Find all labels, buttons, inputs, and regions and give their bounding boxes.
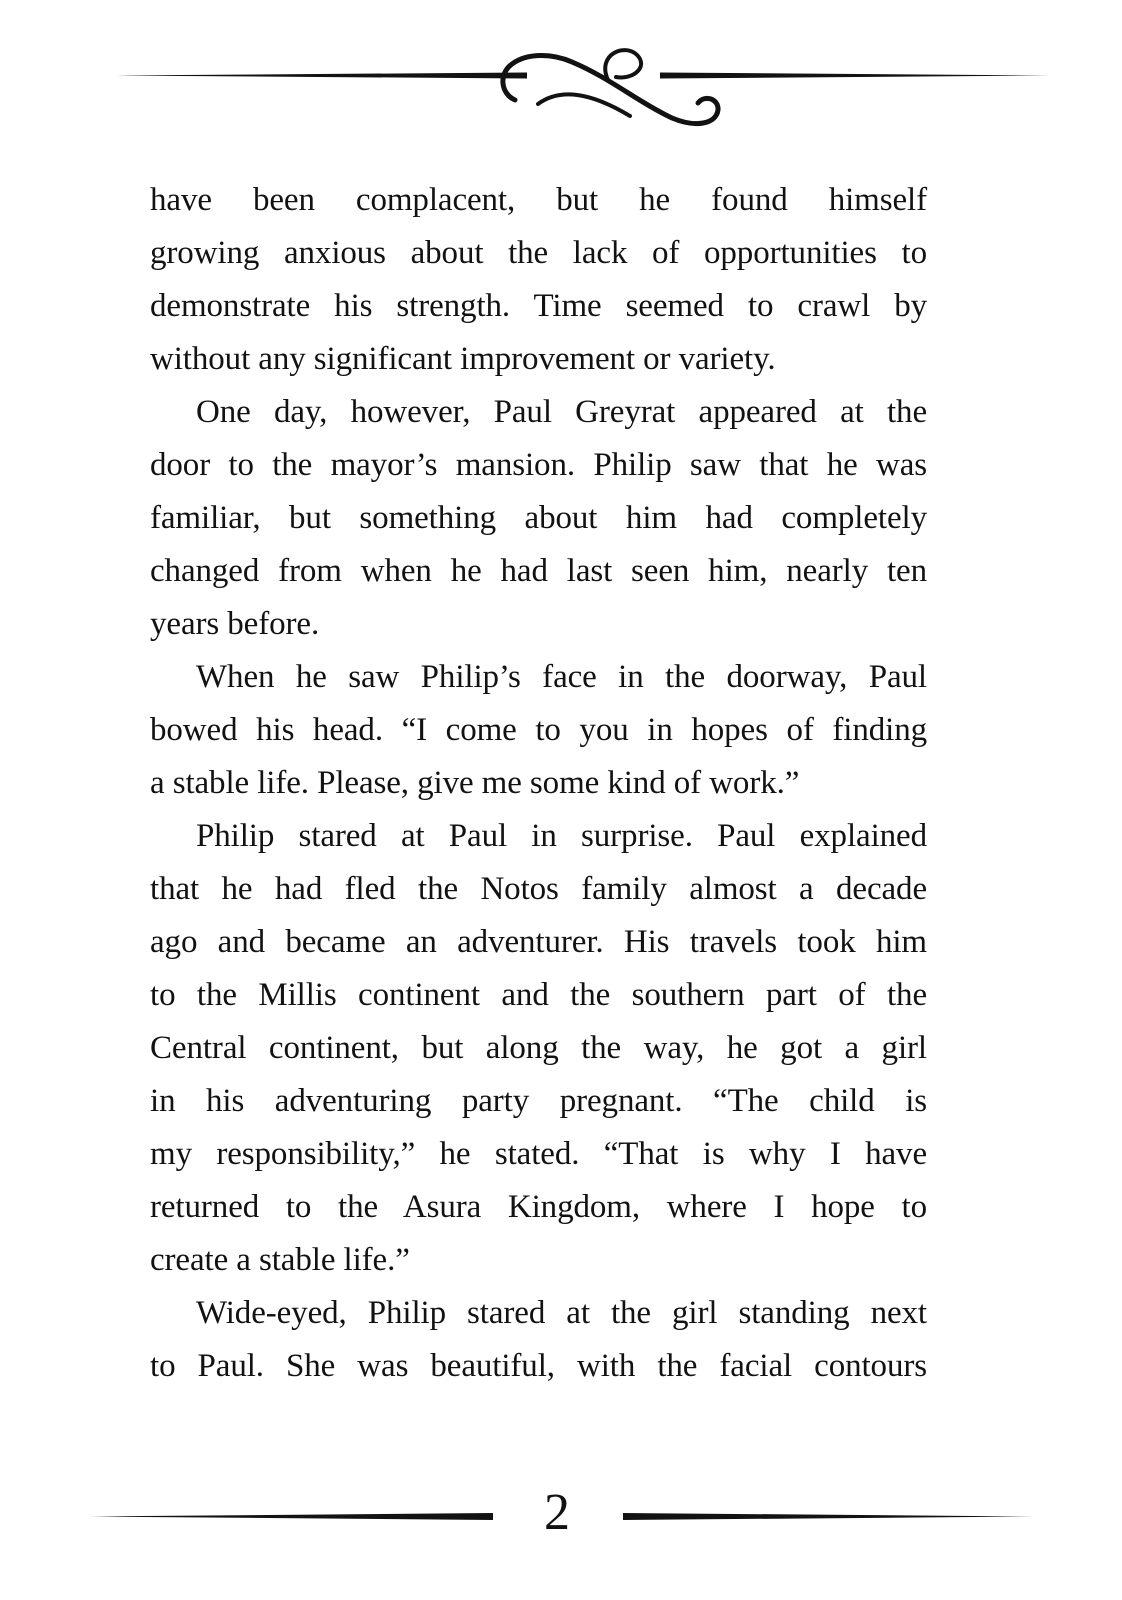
text-line: have been complacent, but he found himself bbox=[150, 182, 927, 218]
paragraph bbox=[150, 174, 927, 386]
text-line: Central continent, but along the way, he got a girl bbox=[150, 1030, 927, 1066]
text-line: bowed his head. “I come to you in hopes of finding bbox=[150, 712, 927, 748]
text-line: that he had fled the Notos family almost a decade bbox=[150, 871, 927, 907]
text-column bbox=[150, 174, 927, 1393]
divider-rule-right bbox=[660, 73, 1050, 79]
text-line: returned to the Asura Kingdom, where I hope to bbox=[150, 1189, 927, 1225]
text-line: door to the mayor’s mansion. Philip saw that he was bbox=[150, 447, 927, 483]
header-divider bbox=[110, 40, 1060, 150]
text-line: a stable life. Please, give me some kind of work.” bbox=[150, 765, 800, 801]
text-line: without any significant improvement or variety. bbox=[150, 341, 776, 377]
paragraph bbox=[150, 810, 927, 1287]
text-line: Wide-eyed, Philip stared at the girl standing next bbox=[196, 1295, 927, 1331]
text-line: When he saw Philip’s face in the doorway, Paul bbox=[196, 659, 927, 695]
text-line: growing anxious about the lack of opportunities to bbox=[150, 235, 927, 271]
text-line: Philip stared at Paul in surprise. Paul explained bbox=[196, 818, 927, 854]
text-line: familiar, but something about him had completely bbox=[150, 500, 927, 536]
text-line: to the Millis continent and the southern part of the bbox=[150, 977, 927, 1013]
swirl-flourish-icon bbox=[503, 50, 718, 123]
text-line: ago and became an adventurer. His travels took him bbox=[150, 924, 927, 960]
paragraph bbox=[150, 1287, 927, 1393]
text-line: years before. bbox=[150, 606, 320, 642]
footer-rule-left bbox=[80, 1500, 500, 1532]
divider-rule-left bbox=[117, 73, 527, 79]
text-line: One day, however, Paul Greyrat appeared at the bbox=[196, 394, 927, 430]
text-line: changed from when he had last seen him, nearly ten bbox=[150, 553, 927, 589]
text-line: to Paul. She was beautiful, with the facial contours bbox=[150, 1348, 927, 1384]
text-line: create a stable life.” bbox=[150, 1242, 410, 1278]
text-line: my responsibility,” he stated. “That is why I have bbox=[150, 1136, 927, 1172]
text-line: demonstrate his strength. Time seemed to crawl by bbox=[150, 288, 927, 324]
page-number: 2 bbox=[544, 1484, 570, 1541]
text-line: in his adventuring party pregnant. “The child is bbox=[150, 1083, 927, 1119]
paragraph bbox=[150, 651, 927, 810]
footer-rule-right bbox=[615, 1500, 1043, 1532]
paragraph bbox=[150, 386, 927, 651]
